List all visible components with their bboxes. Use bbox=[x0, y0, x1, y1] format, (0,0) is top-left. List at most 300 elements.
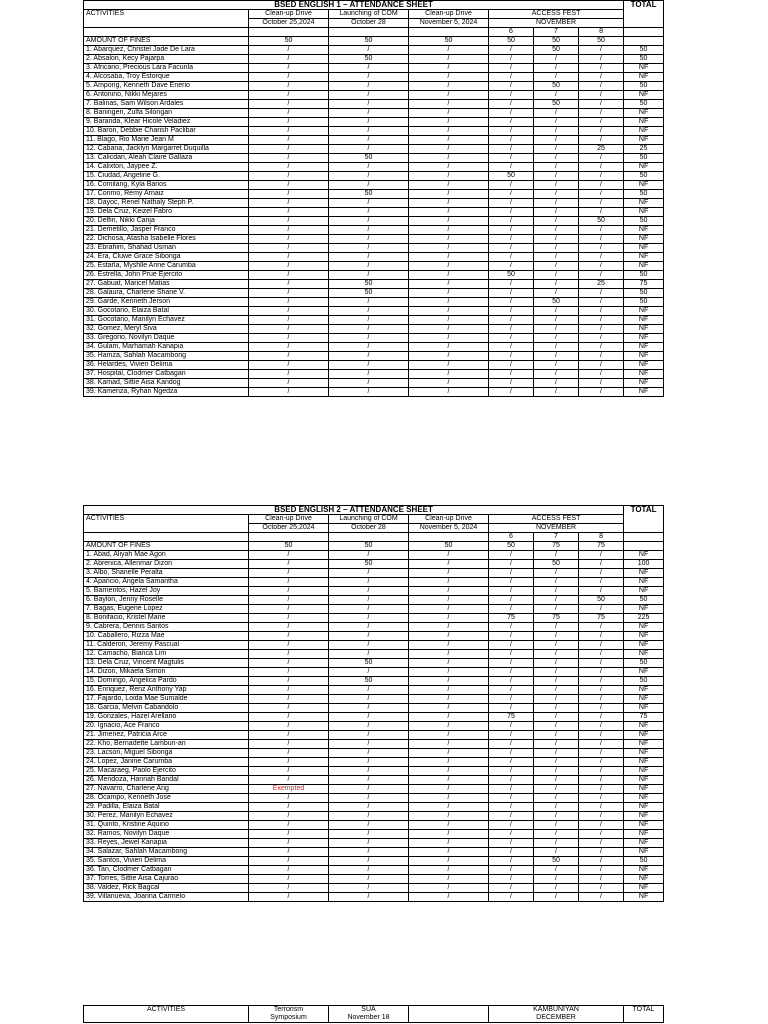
attendance-cell: / bbox=[409, 64, 489, 73]
attendance-cell: / bbox=[534, 154, 579, 163]
attendance-cell: / bbox=[534, 731, 579, 740]
attendance-cell: / bbox=[489, 659, 534, 668]
student-row bbox=[84, 785, 664, 794]
attendance-cell: / bbox=[329, 172, 409, 181]
attendance-cell: / bbox=[489, 208, 534, 217]
attendance-cell: / bbox=[249, 136, 329, 145]
student-name: 21. Demetillo, Jasper Franco bbox=[84, 226, 249, 235]
student-name: 6. Baylon, Jenny Roselle bbox=[84, 596, 249, 605]
blank-cell bbox=[84, 533, 249, 542]
student-row bbox=[84, 253, 664, 262]
student-row bbox=[84, 686, 664, 695]
attendance-cell: / bbox=[489, 560, 534, 569]
student-row bbox=[84, 127, 664, 136]
student-row bbox=[84, 659, 664, 668]
student-name: 34. Gulam, Marhamah Kanapia bbox=[84, 343, 249, 352]
student-row bbox=[84, 172, 664, 181]
attendance-cell: / bbox=[329, 812, 409, 821]
student-name: 12. Camacho, Bianca Lim bbox=[84, 650, 249, 659]
attendance-cell: / bbox=[579, 740, 624, 749]
attendance-cell: / bbox=[329, 668, 409, 677]
attendance-cell: / bbox=[329, 334, 409, 343]
attendance-cell: / bbox=[329, 722, 409, 731]
attendance-cell: / bbox=[409, 145, 489, 154]
student-row bbox=[84, 280, 664, 289]
total-header: TOTAL bbox=[624, 1, 664, 28]
attendance-cell: / bbox=[409, 641, 489, 650]
student-row bbox=[84, 668, 664, 677]
attendance-cell: / bbox=[409, 352, 489, 361]
attendance-cell: / bbox=[249, 226, 329, 235]
student-name: 30. Perez, Manilyn Echavez bbox=[84, 812, 249, 821]
attendance-cell: / bbox=[249, 650, 329, 659]
attendance-cell: / bbox=[249, 370, 329, 379]
attendance-cell: / bbox=[249, 857, 329, 866]
attendance-cell: / bbox=[409, 839, 489, 848]
attendance-cell: / bbox=[534, 677, 579, 686]
activity-1-date: October 25,2024 bbox=[249, 19, 329, 28]
attendance-cell: / bbox=[579, 208, 624, 217]
attendance-cell: / bbox=[249, 289, 329, 298]
total-cell: NF bbox=[624, 812, 664, 821]
student-row bbox=[84, 64, 664, 73]
attendance-cell: / bbox=[409, 91, 489, 100]
student-name: 24. Lopez, Janine Carumba bbox=[84, 758, 249, 767]
attendance-cell: / bbox=[409, 884, 489, 893]
attendance-cell: / bbox=[249, 560, 329, 569]
attendance-cell: / bbox=[249, 334, 329, 343]
attendance-cell: 50 bbox=[489, 271, 534, 280]
attendance-cell: / bbox=[329, 749, 409, 758]
attendance-cell: / bbox=[579, 379, 624, 388]
total-cell: NF bbox=[624, 632, 664, 641]
student-name: 39. Villanueva, Joanna Carmelo bbox=[84, 893, 249, 902]
attendance-cell: / bbox=[534, 821, 579, 830]
blank-cell bbox=[624, 37, 664, 46]
attendance-cell: / bbox=[534, 758, 579, 767]
attendance-cell: / bbox=[534, 569, 579, 578]
student-name: 37. Hospital, Clodmer Catbagan bbox=[84, 370, 249, 379]
attendance-cell: 75 bbox=[534, 614, 579, 623]
attendance-cell: / bbox=[249, 632, 329, 641]
student-row bbox=[84, 758, 664, 767]
attendance-cell: / bbox=[489, 55, 534, 64]
attendance-cell: / bbox=[489, 100, 534, 109]
student-row bbox=[84, 704, 664, 713]
total-header: TOTAL bbox=[624, 506, 664, 533]
attendance-cell: / bbox=[534, 713, 579, 722]
student-row bbox=[84, 154, 664, 163]
attendance-cell: / bbox=[489, 893, 534, 902]
attendance-cell: / bbox=[249, 127, 329, 136]
attendance-cell: / bbox=[329, 91, 409, 100]
attendance-cell: / bbox=[329, 776, 409, 785]
attendance-cell: / bbox=[534, 244, 579, 253]
total-cell: 50 bbox=[624, 289, 664, 298]
attendance-cell: / bbox=[534, 686, 579, 695]
attendance-cell: / bbox=[489, 325, 534, 334]
attendance-cell: / bbox=[579, 298, 624, 307]
footer-col3-name: KAMBUNIYAN bbox=[533, 1006, 579, 1013]
attendance-cell: / bbox=[489, 758, 534, 767]
attendance-cell: / bbox=[409, 280, 489, 289]
attendance-sheet-english-1 bbox=[83, 0, 663, 397]
attendance-cell: / bbox=[489, 82, 534, 91]
attendance-cell: / bbox=[579, 848, 624, 857]
attendance-cell: / bbox=[409, 388, 489, 397]
footer-col1 bbox=[249, 1006, 329, 1023]
student-name: 9. Baranda, Klear Hicole Veladiez bbox=[84, 118, 249, 127]
attendance-cell: / bbox=[249, 316, 329, 325]
total-cell: 50 bbox=[624, 82, 664, 91]
total-cell: NF bbox=[624, 785, 664, 794]
student-row bbox=[84, 325, 664, 334]
attendance-cell: / bbox=[329, 253, 409, 262]
attendance-cell: / bbox=[249, 677, 329, 686]
attendance-cell: / bbox=[409, 343, 489, 352]
attendance-cell: / bbox=[489, 821, 534, 830]
total-cell: NF bbox=[624, 334, 664, 343]
student-row bbox=[84, 794, 664, 803]
student-name: 26. Mendoza, Hannah Bandal bbox=[84, 776, 249, 785]
attendance-cell: / bbox=[249, 361, 329, 370]
attendance-cell: / bbox=[329, 181, 409, 190]
attendance-cell: / bbox=[249, 641, 329, 650]
attendance-cell: / bbox=[534, 632, 579, 641]
student-row bbox=[84, 271, 664, 280]
student-row bbox=[84, 587, 664, 596]
student-name: 33. Reyes, Jewel Kanapia bbox=[84, 839, 249, 848]
footer-col1-name: Terrorism bbox=[273, 1006, 304, 1013]
attendance-cell: / bbox=[489, 767, 534, 776]
student-row bbox=[84, 767, 664, 776]
total-cell: 50 bbox=[624, 55, 664, 64]
total-cell: 50 bbox=[624, 677, 664, 686]
student-row bbox=[84, 650, 664, 659]
attendance-cell: / bbox=[249, 749, 329, 758]
attendance-cell: / bbox=[329, 235, 409, 244]
attendance-cell: / bbox=[329, 208, 409, 217]
attendance-cell: / bbox=[409, 578, 489, 587]
fine-cell: 50 bbox=[329, 37, 409, 46]
student-row bbox=[84, 55, 664, 64]
total-cell: NF bbox=[624, 740, 664, 749]
student-name: 16. Comilang, Kyla Barios bbox=[84, 181, 249, 190]
student-name: 38. Valdez, Rick Bagcal bbox=[84, 884, 249, 893]
attendance-cell: / bbox=[249, 145, 329, 154]
attendance-cell: / bbox=[409, 596, 489, 605]
attendance-cell: / bbox=[409, 73, 489, 82]
attendance-cell: / bbox=[409, 208, 489, 217]
activity-1-name: Clean-up Drive bbox=[249, 10, 329, 19]
attendance-cell: / bbox=[579, 749, 624, 758]
student-name: 29. Padilla, Elaiza Batal bbox=[84, 803, 249, 812]
blank-cell bbox=[249, 533, 329, 542]
attendance-cell: / bbox=[249, 884, 329, 893]
attendance-cell: / bbox=[489, 370, 534, 379]
attendance-cell: / bbox=[534, 749, 579, 758]
attendance-cell: 25 bbox=[579, 280, 624, 289]
activities-label: ACTIVITIES bbox=[84, 10, 249, 28]
attendance-cell: / bbox=[409, 307, 489, 316]
attendance-cell: / bbox=[579, 289, 624, 298]
attendance-cell: / bbox=[534, 551, 579, 560]
attendance-cell: / bbox=[329, 325, 409, 334]
attendance-cell: / bbox=[579, 578, 624, 587]
attendance-cell: / bbox=[249, 875, 329, 884]
attendance-cell: 50 bbox=[534, 82, 579, 91]
student-name: 12. Cabana, Jacklyn Margarret Duquilla bbox=[84, 145, 249, 154]
attendance-cell: / bbox=[579, 650, 624, 659]
attendance-cell: / bbox=[409, 262, 489, 271]
attendance-cell: / bbox=[579, 154, 624, 163]
attendance-cell: / bbox=[329, 145, 409, 154]
attendance-cell: / bbox=[409, 172, 489, 181]
student-name: 28. Ocampo, Kenneth Jose bbox=[84, 794, 249, 803]
student-row bbox=[84, 776, 664, 785]
attendance-cell: / bbox=[329, 551, 409, 560]
total-cell: NF bbox=[624, 208, 664, 217]
blank-cell bbox=[329, 28, 409, 37]
total-cell: 50 bbox=[624, 217, 664, 226]
attendance-cell: / bbox=[249, 659, 329, 668]
attendance-cell: / bbox=[534, 307, 579, 316]
attendance-cell: / bbox=[534, 226, 579, 235]
student-name: 20. Delfin, Nikki Canja bbox=[84, 217, 249, 226]
attendance-cell: / bbox=[579, 163, 624, 172]
attendance-cell: / bbox=[534, 172, 579, 181]
student-name: 36. Tan, Clodmer Catbagan bbox=[84, 866, 249, 875]
attendance-cell: / bbox=[489, 235, 534, 244]
student-row bbox=[84, 848, 664, 857]
attendance-cell: / bbox=[249, 244, 329, 253]
total-cell: 50 bbox=[624, 154, 664, 163]
attendance-cell: / bbox=[409, 136, 489, 145]
attendance-cell: / bbox=[329, 794, 409, 803]
total-cell: NF bbox=[624, 118, 664, 127]
attendance-cell: / bbox=[409, 190, 489, 199]
attendance-cell: / bbox=[489, 109, 534, 118]
attendance-cell: / bbox=[489, 262, 534, 271]
footer-activities-label: ACTIVITIES bbox=[84, 1006, 249, 1023]
attendance-cell: / bbox=[579, 334, 624, 343]
fest-day-3: 8 bbox=[579, 533, 624, 542]
total-cell: NF bbox=[624, 379, 664, 388]
attendance-cell: / bbox=[409, 830, 489, 839]
attendance-cell: / bbox=[329, 803, 409, 812]
attendance-cell: / bbox=[409, 379, 489, 388]
attendance-cell: / bbox=[409, 848, 489, 857]
student-name: 21. Jimenez, Patricia Arce bbox=[84, 731, 249, 740]
footer-col2-name: SUA bbox=[361, 1006, 376, 1013]
attendance-cell: / bbox=[489, 91, 534, 100]
attendance-cell: / bbox=[249, 73, 329, 82]
attendance-cell: / bbox=[579, 767, 624, 776]
student-name: 33. Gregorio, Novilyn Daque bbox=[84, 334, 249, 343]
student-row bbox=[84, 91, 664, 100]
fine-cell: 50 bbox=[329, 542, 409, 551]
total-cell: NF bbox=[624, 91, 664, 100]
attendance-cell: / bbox=[329, 893, 409, 902]
attendance-cell: / bbox=[329, 785, 409, 794]
attendance-cell: / bbox=[579, 839, 624, 848]
attendance-cell: / bbox=[409, 569, 489, 578]
attendance-cell: / bbox=[534, 271, 579, 280]
attendance-cell: / bbox=[249, 722, 329, 731]
student-row bbox=[84, 136, 664, 145]
attendance-cell: / bbox=[329, 830, 409, 839]
total-cell: NF bbox=[624, 776, 664, 785]
attendance-cell: / bbox=[409, 767, 489, 776]
attendance-cell: / bbox=[329, 623, 409, 632]
attendance-cell: / bbox=[579, 109, 624, 118]
fine-cell: 50 bbox=[489, 37, 534, 46]
attendance-cell: / bbox=[329, 632, 409, 641]
attendance-cell: / bbox=[329, 244, 409, 253]
blank-cell bbox=[624, 542, 664, 551]
student-name: 24. Era, Cluwe Grace Sibonga bbox=[84, 253, 249, 262]
total-cell: NF bbox=[624, 605, 664, 614]
attendance-cell: / bbox=[329, 262, 409, 271]
attendance-cell: / bbox=[489, 316, 534, 325]
attendance-cell: / bbox=[579, 325, 624, 334]
attendance-cell: / bbox=[409, 740, 489, 749]
total-cell: NF bbox=[624, 361, 664, 370]
attendance-cell: / bbox=[249, 839, 329, 848]
fine-cell: 50 bbox=[409, 37, 489, 46]
attendance-cell: / bbox=[409, 127, 489, 136]
total-cell: NF bbox=[624, 136, 664, 145]
student-name: 9. Cabrera, Dennis Santos bbox=[84, 623, 249, 632]
attendance-cell: / bbox=[489, 596, 534, 605]
student-row bbox=[84, 803, 664, 812]
total-cell: NF bbox=[624, 127, 664, 136]
student-row bbox=[84, 605, 664, 614]
attendance-cell: / bbox=[329, 316, 409, 325]
fine-cell: 50 bbox=[534, 37, 579, 46]
attendance-cell: / bbox=[579, 190, 624, 199]
total-cell: NF bbox=[624, 352, 664, 361]
attendance-cell: / bbox=[489, 794, 534, 803]
attendance-cell: / bbox=[489, 776, 534, 785]
attendance-cell: / bbox=[534, 587, 579, 596]
attendance-cell: / bbox=[249, 893, 329, 902]
attendance-cell: / bbox=[409, 298, 489, 307]
fest-month: NOVEMBER bbox=[489, 524, 624, 533]
attendance-cell: / bbox=[534, 208, 579, 217]
attendance-cell: / bbox=[409, 361, 489, 370]
footer-col3-sub: DECEMBER bbox=[536, 1014, 576, 1021]
attendance-cell: / bbox=[409, 722, 489, 731]
attendance-cell: / bbox=[249, 118, 329, 127]
attendance-cell: / bbox=[329, 109, 409, 118]
student-name: 3. Africano, Precious Lara Facunla bbox=[84, 64, 249, 73]
attendance-cell: 50 bbox=[329, 289, 409, 298]
attendance-cell: 50 bbox=[534, 857, 579, 866]
attendance-cell: / bbox=[249, 343, 329, 352]
attendance-cell: / bbox=[489, 136, 534, 145]
student-row bbox=[84, 695, 664, 704]
attendance-cell: / bbox=[249, 55, 329, 64]
attendance-cell: / bbox=[534, 64, 579, 73]
student-row bbox=[84, 289, 664, 298]
attendance-cell: 75 bbox=[489, 713, 534, 722]
sheet-title: BSED ENGLISH 1 – ATTENDANCE SHEET bbox=[84, 1, 624, 10]
student-name: 11. Calderon, Jeremy Pascual bbox=[84, 641, 249, 650]
attendance-cell: / bbox=[534, 722, 579, 731]
student-row bbox=[84, 866, 664, 875]
total-cell: NF bbox=[624, 199, 664, 208]
total-cell: NF bbox=[624, 686, 664, 695]
footer-table bbox=[83, 1005, 664, 1023]
attendance-cell: / bbox=[579, 235, 624, 244]
student-row bbox=[84, 190, 664, 199]
attendance-cell: 75 bbox=[579, 614, 624, 623]
attendance-cell: / bbox=[534, 145, 579, 154]
attendance-cell: / bbox=[409, 857, 489, 866]
total-cell: NF bbox=[624, 307, 664, 316]
attendance-cell: / bbox=[579, 100, 624, 109]
student-name: 6. Antonino, Nikki Mejares bbox=[84, 91, 249, 100]
attendance-cell: / bbox=[249, 154, 329, 163]
attendance-cell: / bbox=[579, 316, 624, 325]
attendance-cell: / bbox=[409, 199, 489, 208]
attendance-cell: / bbox=[249, 551, 329, 560]
attendance-cell: / bbox=[329, 118, 409, 127]
activity-2-date: October 28 bbox=[329, 19, 409, 28]
attendance-cell: / bbox=[329, 82, 409, 91]
attendance-cell: / bbox=[409, 289, 489, 298]
blank-cell bbox=[409, 1006, 489, 1023]
attendance-cell: / bbox=[409, 109, 489, 118]
attendance-cell: / bbox=[249, 812, 329, 821]
attendance-cell: / bbox=[579, 731, 624, 740]
attendance-cell: / bbox=[329, 587, 409, 596]
student-name: 5. Ampong, Kenneth Dave Enerio bbox=[84, 82, 249, 91]
student-name: 37. Torres, Sittie Aisa Cajurao bbox=[84, 875, 249, 884]
attendance-cell: / bbox=[534, 73, 579, 82]
attendance-cell: / bbox=[409, 235, 489, 244]
attendance-cell: / bbox=[409, 181, 489, 190]
student-name: 13. Dela Cruz, Vincent Magtulis bbox=[84, 659, 249, 668]
attendance-cell: / bbox=[409, 325, 489, 334]
total-cell: NF bbox=[624, 821, 664, 830]
attendance-cell: / bbox=[249, 713, 329, 722]
attendance-cell: / bbox=[579, 271, 624, 280]
student-name: 5. Barrientos, Hazel Joy bbox=[84, 587, 249, 596]
attendance-cell: / bbox=[249, 731, 329, 740]
attendance-cell: / bbox=[579, 830, 624, 839]
attendance-cell: / bbox=[249, 569, 329, 578]
attendance-cell: / bbox=[249, 848, 329, 857]
total-cell: 50 bbox=[624, 857, 664, 866]
student-row bbox=[84, 578, 664, 587]
attendance-cell: / bbox=[534, 884, 579, 893]
attendance-cell: / bbox=[409, 704, 489, 713]
attendance-cell: / bbox=[489, 803, 534, 812]
student-name: 35. Santos, Vivien Delima bbox=[84, 857, 249, 866]
student-row bbox=[84, 893, 664, 902]
attendance-cell: 50 bbox=[329, 190, 409, 199]
student-row bbox=[84, 82, 664, 91]
attendance-cell: / bbox=[409, 271, 489, 280]
total-cell: 75 bbox=[624, 280, 664, 289]
attendance-cell: / bbox=[579, 587, 624, 596]
attendance-cell: / bbox=[534, 794, 579, 803]
attendance-cell: / bbox=[534, 280, 579, 289]
fine-cell: 50 bbox=[489, 542, 534, 551]
attendance-cell: / bbox=[489, 73, 534, 82]
